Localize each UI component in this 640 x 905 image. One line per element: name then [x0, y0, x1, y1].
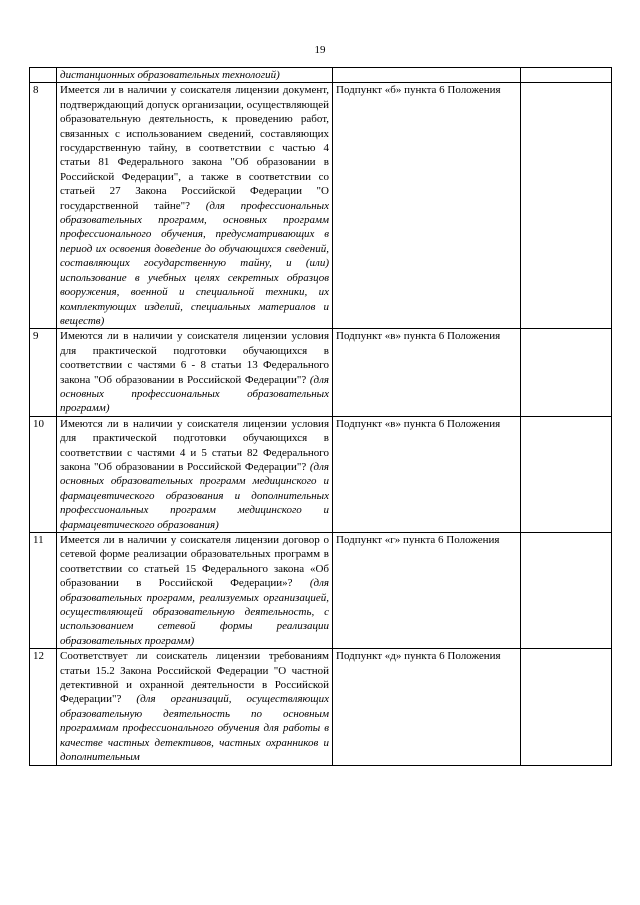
italic-note: дистанционных образовательных технологий) — [60, 69, 280, 81]
continuation-row — [30, 68, 612, 83]
question-main: Имеется ли в наличии у соискателя лицензии договор о сетевой форме реализации образовательных программ в соответствии со статьей 15 Федерального закона «Об образовании в Российской Федерации»? — [60, 534, 329, 590]
extra-cell — [521, 329, 612, 416]
question-main: Имеются ли в наличии у соискателя лицензии условия для практической подготовки обучающихся в соответствии с частями 6 - 8 статьи 13 Федерального закона "Об образовании в Российской Федерации"? — [60, 330, 329, 386]
row-number: 10 — [30, 416, 57, 532]
question-text — [57, 68, 333, 83]
row-number: 12 — [30, 649, 57, 765]
question-main: Соответствует ли соискатель лицензии требованиям статьи 15.2 Закона Российской Федерации "О частной детективной и охранной деятельности в Российской Федерации"? — [60, 650, 329, 706]
table-row — [30, 533, 612, 649]
table-row — [30, 83, 612, 329]
table-row — [30, 329, 612, 416]
extra-cell — [521, 649, 612, 765]
italic-note: (для организаций, осуществляющих образовательную деятельность по основным программам профессионального обучения для работы в качестве частных детективов, частных охранников и дополнительным — [60, 693, 329, 764]
extra-cell — [521, 416, 612, 532]
reference-cell: Подпункт «г» пункта 6 Положения — [333, 533, 521, 649]
question-text — [57, 649, 333, 765]
extra-cell — [521, 68, 612, 83]
reference-cell: Подпункт «б» пункта 6 Положения — [333, 83, 521, 329]
table-row — [30, 649, 612, 765]
italic-note: (для профессиональных образовательных программ, основных программ профессионального обучения, предусматривающих в период их освоения доведение до обучающихся сведений, составляющих государственную тайну, и (или) использование в учебных целях секретных образцов вооружения, военной и специальной техники, их комплектующих изделий, специальных материалов и веществ) — [60, 199, 329, 327]
reference-cell: Подпункт «д» пункта 6 Положения — [333, 649, 521, 765]
italic-note: (для основных профессиональных образовательных программ) — [60, 373, 330, 415]
row-number: 9 — [30, 329, 57, 416]
italic-note: (для образовательных программ, реализуемых организацией, осуществляющей образовательную деятельность, с использованием сетевой формы реализации образовательных программ) — [60, 577, 330, 647]
italic-note: (для основных образовательных программ медицинского и фармацевтического образования и дополнительных профессиональных программ медицинского и фармацевтического образования) — [60, 460, 330, 531]
question-main: Имеется ли в наличии у соискателя лицензии документ, подтверждающий допуск организации, осуществляющей образовательную деятельность, к проведению работ, связанных с использованием сведений, составляющих государственную тайну, в соответствии с частью 4 статьи 81 Федерального закона "Об образовании в Российской Федерации", а также в соответствии со статьей 27 Закона Российской Федерации "О государственной тайне"? — [60, 84, 329, 212]
question-text — [57, 329, 333, 416]
reference-cell — [333, 68, 521, 83]
extra-cell — [521, 83, 612, 329]
row-number: 11 — [30, 533, 57, 649]
extra-cell — [521, 533, 612, 649]
page-number: 19 — [314, 44, 326, 56]
requirements-table — [29, 67, 612, 766]
question-text — [57, 416, 333, 532]
table-row — [30, 416, 612, 532]
row-number — [30, 68, 57, 83]
question-main: Имеются ли в наличии у соискателя лицензии условия для практической подготовки обучающихся в соответствии с частями 4 и 5 статьи 82 Федерального закона "Об образовании в Российской Федерации"? — [60, 417, 329, 473]
row-number: 8 — [30, 83, 57, 329]
reference-cell: Подпункт «в» пункта 6 Положения — [333, 329, 521, 416]
question-text — [57, 83, 333, 329]
reference-cell: Подпункт «в» пункта 6 Положения — [333, 416, 521, 532]
question-text — [57, 533, 333, 649]
